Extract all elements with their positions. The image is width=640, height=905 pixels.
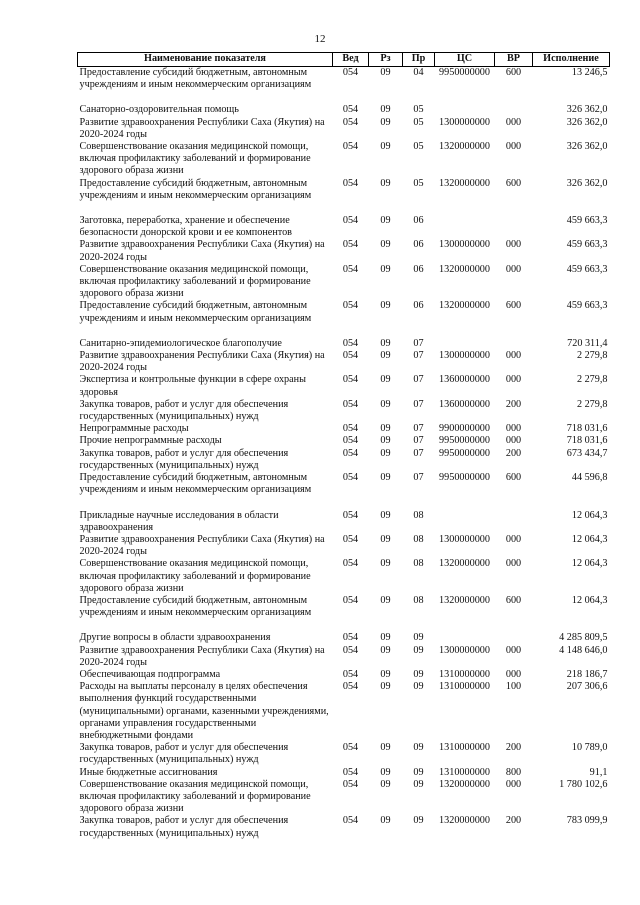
cell-cs: 1300000000	[439, 239, 490, 251]
table-row	[78, 264, 610, 301]
row-spacer	[78, 91, 610, 104]
cell-cs: 1300000000	[439, 116, 490, 128]
cell-cs: 1300000000	[439, 644, 490, 656]
cell-pr: 06	[413, 300, 424, 312]
cell-cs: 1320000000	[439, 263, 490, 275]
table-row	[78, 779, 610, 816]
cell-vr	[495, 215, 533, 239]
cell-cs: 1320000000	[439, 558, 490, 570]
cell-cs	[435, 215, 495, 239]
cell-cs: 1320000000	[439, 594, 490, 606]
cell-rz: 09	[380, 141, 391, 153]
table-row	[78, 558, 610, 595]
cell-vr: 000	[505, 644, 522, 656]
cell-rz: 09	[380, 177, 391, 189]
cell-vr: 800	[505, 766, 522, 778]
cell-pr: 07	[413, 472, 424, 484]
cell-ved: 054	[342, 533, 359, 545]
cell-pr: 07	[413, 447, 424, 459]
cell-execution: 2 279,8	[576, 398, 608, 410]
cell-pr: 08	[413, 533, 424, 545]
cell-name: Предоставление субсидий бюджетным, автономным учреждениям и иным некоммерческим организациям	[79, 594, 312, 619]
cell-execution: 91,1	[589, 766, 608, 778]
cell-cs: 1310000000	[439, 766, 490, 778]
cell-execution: 326 362,0	[566, 104, 608, 116]
table-row	[78, 104, 610, 116]
cell-cs: 1310000000	[439, 681, 490, 693]
cell-pr: 05	[413, 116, 424, 128]
cell-execution: 12 064,3	[571, 558, 608, 570]
cell-name: Развитие здравоохранения Республики Саха (Якутия) на 2020-2024 годы	[79, 644, 325, 668]
cell-cs: 1320000000	[439, 815, 490, 827]
cell-rz: 09	[380, 337, 391, 349]
cell-ved: 054	[342, 116, 359, 128]
cell-rz: 09	[380, 558, 391, 570]
spacer-cell	[78, 619, 610, 632]
cell-vr: 000	[505, 423, 522, 435]
spacer-cell	[78, 325, 610, 338]
cell-pr: 07	[413, 337, 424, 349]
cell-pr: 08	[413, 594, 424, 606]
table-row	[78, 632, 610, 644]
cell-pr: 04	[413, 67, 424, 78]
cell-rz: 09	[380, 116, 391, 128]
cell-rz: 09	[380, 778, 391, 790]
cell-name: Совершенствование оказания медицинской помощи, включая профилактику заболеваний и формирование здорового образа жизни	[79, 263, 311, 300]
table-row	[78, 239, 610, 263]
cell-pr: 07	[413, 435, 424, 447]
cell-execution: 207 306,6	[566, 681, 608, 693]
cell-vr: 000	[505, 141, 522, 153]
table-row	[78, 374, 610, 398]
cell-execution: 720 311,4	[567, 337, 608, 349]
cell-name: Совершенствование оказания медицинской помощи, включая профилактику заболеваний и формирование здорового образа жизни	[79, 558, 311, 594]
cell-pr: 05	[413, 104, 424, 116]
cell-ved: 054	[342, 67, 359, 78]
table-row	[78, 510, 610, 534]
cell-ved: 054	[342, 350, 359, 362]
cell-vr: 600	[505, 472, 522, 484]
page-number: 12	[314, 33, 326, 45]
cell-pr: 07	[413, 423, 424, 435]
cell-execution: 2 279,8	[576, 350, 608, 362]
cell-rz: 09	[380, 350, 391, 362]
row-spacer	[78, 619, 610, 632]
cell-name: Непрограммные расходы	[79, 423, 189, 435]
cell-pr: 07	[413, 350, 424, 362]
cell-name: Предоставление субсидий бюджетным, автономным учреждениям и иным некоммерческим организациям	[79, 300, 312, 324]
cell-vr: 200	[505, 815, 522, 827]
cell-pr: 09	[413, 668, 424, 680]
cell-execution: 12 064,3	[571, 533, 608, 545]
cell-ved: 054	[342, 398, 359, 410]
table-body	[78, 67, 610, 840]
cell-ved: 054	[342, 239, 359, 251]
cell-ved: 054	[342, 644, 359, 656]
table-row	[78, 534, 610, 558]
cell-vr: 600	[505, 177, 522, 189]
table-row	[78, 448, 610, 472]
cell-rz: 09	[380, 239, 391, 251]
cell-ved: 054	[342, 104, 359, 116]
cell-execution: 459 663,3	[566, 263, 608, 275]
cell-ved: 054	[342, 594, 359, 606]
cell-rz: 09	[380, 67, 391, 78]
cell-ved: 054	[342, 300, 359, 312]
cell-rz: 09	[380, 594, 391, 606]
cell-vr: 000	[505, 435, 522, 447]
cell-cs: 9950000000	[439, 435, 490, 447]
cell-rz: 09	[380, 104, 391, 116]
table-row	[78, 595, 610, 619]
cell-execution: 459 663,3	[566, 215, 608, 227]
header-vr: ВР	[495, 53, 533, 67]
cell-ved: 054	[342, 472, 359, 484]
table-row	[78, 300, 610, 324]
cell-execution: 326 362,0	[566, 116, 608, 128]
cell-vr: 600	[505, 67, 522, 78]
cell-rz: 09	[380, 263, 391, 275]
cell-pr: 06	[413, 215, 424, 227]
table-row	[78, 399, 610, 423]
header-execution: Исполнение	[533, 53, 610, 67]
cell-vr: 100	[505, 681, 522, 693]
table-row	[78, 472, 610, 496]
cell-rz: 09	[380, 632, 391, 644]
table-row	[78, 178, 610, 202]
cell-execution: 459 663,3	[566, 239, 608, 251]
cell-vr: 000	[505, 374, 522, 386]
cell-cs: 9950000000	[439, 67, 490, 78]
cell-pr: 07	[413, 398, 424, 410]
cell-rz: 09	[380, 447, 391, 459]
table-row	[78, 117, 610, 141]
cell-vr: 000	[505, 263, 522, 275]
cell-vr: 200	[505, 398, 522, 410]
spacer-cell	[78, 497, 610, 510]
cell-vr	[495, 632, 533, 644]
cell-name: Развитие здравоохранения Республики Саха (Якутия) на 2020-2024 годы	[79, 533, 325, 558]
cell-ved: 054	[342, 263, 359, 275]
table-row	[78, 338, 610, 350]
cell-execution: 13 246,5	[571, 67, 608, 78]
cell-ved: 054	[342, 423, 359, 435]
cell-vr: 000	[505, 350, 522, 362]
cell-name: Развитие здравоохранения Республики Саха (Якутия) на 2020-2024 годы	[79, 239, 325, 263]
cell-name: Иные бюджетные ассигнования	[79, 766, 218, 778]
cell-pr: 09	[413, 766, 424, 778]
cell-execution: 4 148 646,0	[559, 644, 608, 656]
cell-name: Закупка товаров, работ и услуг для обеспечения государственных (муниципальных) нужд	[79, 742, 289, 766]
cell-name: Предоставление субсидий бюджетным, автономным учреждениям и иным некоммерческим организациям	[79, 177, 312, 201]
cell-cs	[435, 104, 495, 116]
cell-name: Закупка товаров, работ и услуг для обеспечения государственных (муниципальных) нужд	[79, 815, 289, 839]
cell-pr: 09	[413, 815, 424, 827]
cell-ved: 054	[342, 742, 359, 754]
cell-name: Прикладные научные исследования в области здравоохранения	[79, 509, 279, 533]
cell-rz: 09	[380, 681, 391, 693]
cell-pr: 09	[413, 681, 424, 693]
cell-cs: 9900000000	[439, 423, 490, 435]
cell-vr: 000	[505, 558, 522, 570]
cell-pr: 08	[413, 558, 424, 570]
cell-ved: 054	[342, 374, 359, 386]
table-row	[78, 767, 610, 779]
cell-cs	[435, 510, 495, 534]
cell-vr	[495, 338, 533, 350]
cell-ved: 054	[342, 681, 359, 693]
cell-name: Заготовка, переработка, хранение и обеспечение безопасности донорской крови и ее компонентов	[79, 215, 292, 239]
cell-rz: 09	[380, 215, 391, 227]
cell-pr: 09	[413, 644, 424, 656]
cell-cs	[435, 338, 495, 350]
cell-name: Экспертиза и контрольные функции в сфере охраны здоровья	[79, 374, 306, 398]
cell-vr: 000	[505, 116, 522, 128]
cell-pr: 08	[413, 509, 424, 521]
cell-cs: 1310000000	[439, 668, 490, 680]
cell-rz: 09	[380, 668, 391, 680]
cell-cs: 1300000000	[439, 533, 490, 545]
cell-execution: 12 064,3	[571, 594, 608, 606]
cell-ved: 054	[342, 509, 359, 521]
cell-vr: 200	[505, 742, 522, 754]
cell-name: Развитие здравоохранения Республики Саха (Якутия) на 2020-2024 годы	[79, 116, 325, 140]
table-row	[78, 423, 610, 435]
header-name: Наименование показателя	[78, 53, 333, 67]
spacer-cell	[78, 202, 610, 215]
table-row	[78, 350, 610, 374]
cell-vr: 000	[505, 778, 522, 790]
cell-ved: 054	[342, 447, 359, 459]
cell-rz: 09	[380, 644, 391, 656]
cell-ved: 054	[342, 435, 359, 447]
cell-name: Санаторно-оздоровительная помощь	[79, 104, 239, 116]
cell-vr: 600	[505, 300, 522, 312]
cell-execution: 718 031,6	[566, 435, 608, 447]
table-row	[78, 815, 610, 839]
cell-name: Санитарно-эпидемиологическое благополучие	[79, 337, 282, 349]
cell-vr: 000	[505, 668, 522, 680]
cell-ved: 054	[342, 632, 359, 644]
cell-cs: 9950000000	[439, 472, 490, 484]
cell-execution: 673 434,7	[566, 447, 608, 459]
table-row	[78, 215, 610, 239]
cell-rz: 09	[380, 766, 391, 778]
table-row	[78, 669, 610, 681]
table-row	[78, 435, 610, 447]
row-spacer	[78, 202, 610, 215]
cell-execution: 2 279,8	[576, 374, 608, 386]
cell-vr: 000	[505, 533, 522, 545]
header-pr: Пр	[403, 53, 435, 67]
cell-name: Закупка товаров, работ и услуг для обеспечения государственных (муниципальных) нужд	[79, 447, 289, 471]
spacer-cell	[78, 91, 610, 104]
cell-ved: 054	[342, 141, 359, 153]
cell-name: Совершенствование оказания медицинской помощи, включая профилактику заболеваний и формирование здорового образа жизни	[79, 778, 311, 815]
cell-execution: 10 789,0	[571, 742, 608, 754]
cell-cs: 9950000000	[439, 447, 490, 459]
cell-execution: 718 031,6	[566, 423, 608, 435]
table-header	[78, 53, 610, 67]
cell-rz: 09	[380, 398, 391, 410]
cell-rz: 09	[380, 423, 391, 435]
cell-vr: 600	[505, 594, 522, 606]
cell-ved: 054	[342, 668, 359, 680]
cell-cs: 1320000000	[439, 778, 490, 790]
header-cs: ЦС	[435, 53, 495, 67]
cell-vr: 200	[505, 447, 522, 459]
cell-cs: 1360000000	[439, 398, 490, 410]
table-row	[78, 645, 610, 669]
cell-execution: 326 362,0	[566, 141, 608, 153]
row-spacer	[78, 325, 610, 338]
cell-pr: 06	[413, 239, 424, 251]
cell-ved: 054	[342, 337, 359, 349]
cell-ved: 054	[342, 558, 359, 570]
cell-execution: 783 099,9	[566, 815, 608, 827]
cell-ved: 054	[342, 778, 359, 790]
cell-name: Развитие здравоохранения Республики Саха (Якутия) на 2020-2024 годы	[79, 350, 325, 374]
cell-pr: 05	[413, 177, 424, 189]
cell-vr	[495, 510, 533, 534]
cell-name: Предоставление субсидий бюджетным, автономным учреждениям и иным некоммерческим организациям	[79, 67, 312, 91]
cell-rz: 09	[380, 374, 391, 386]
cell-cs: 1320000000	[439, 300, 490, 312]
cell-name: Расходы на выплаты персоналу в целях обеспечения выполнения функций государственными (муниципальными) органами, казенными учреждениями, органами управления государственными внебюджетными фондами	[79, 681, 329, 741]
cell-rz: 09	[380, 300, 391, 312]
cell-execution: 459 663,3	[566, 300, 608, 312]
cell-execution: 44 596,8	[571, 472, 608, 484]
cell-pr: 07	[413, 374, 424, 386]
cell-pr: 09	[413, 742, 424, 754]
cell-cs: 1320000000	[439, 177, 490, 189]
cell-vr: 000	[505, 239, 522, 251]
cell-cs: 1320000000	[439, 141, 490, 153]
cell-cs: 1360000000	[439, 374, 490, 386]
header-rz: Рз	[369, 53, 403, 67]
cell-execution: 218 186,7	[566, 668, 608, 680]
table-row	[78, 141, 610, 178]
cell-execution: 1 780 102,6	[559, 778, 608, 790]
cell-pr: 05	[413, 141, 424, 153]
cell-name: Предоставление субсидий бюджетным, автономным учреждениям и иным некоммерческим организациям	[79, 472, 312, 496]
cell-rz: 09	[380, 742, 391, 754]
cell-name: Обеспечивающая подпрограмма	[79, 668, 221, 680]
row-spacer	[78, 497, 610, 510]
cell-rz: 09	[380, 472, 391, 484]
table-row	[78, 742, 610, 766]
cell-pr: 09	[413, 778, 424, 790]
cell-name: Закупка товаров, работ и услуг для обеспечения государственных (муниципальных) нужд	[79, 398, 289, 423]
cell-execution: 12 064,3	[571, 509, 608, 521]
cell-rz: 09	[380, 815, 391, 827]
cell-cs	[435, 632, 495, 644]
cell-pr: 09	[413, 632, 424, 644]
cell-ved: 054	[342, 815, 359, 827]
cell-execution: 326 362,0	[566, 177, 608, 189]
cell-rz: 09	[380, 509, 391, 521]
cell-rz: 09	[380, 435, 391, 447]
cell-name: Прочие непрограммные расходы	[79, 435, 222, 447]
cell-vr	[495, 104, 533, 116]
cell-ved: 054	[342, 177, 359, 189]
budget-table	[77, 52, 610, 840]
cell-pr: 06	[413, 263, 424, 275]
table-row	[78, 681, 610, 742]
cell-ved: 054	[342, 766, 359, 778]
table-row	[78, 67, 610, 92]
header-ved: Вед	[333, 53, 369, 67]
cell-rz: 09	[380, 533, 391, 545]
cell-name: Другие вопросы в области здравоохранения	[79, 632, 271, 644]
cell-cs: 1310000000	[439, 742, 490, 754]
cell-name: Совершенствование оказания медицинской помощи, включая профилактику заболеваний и формирование здорового образа жизни	[79, 141, 311, 177]
cell-execution: 4 285 809,5	[559, 632, 608, 644]
cell-cs: 1300000000	[439, 350, 490, 362]
cell-ved: 054	[342, 215, 359, 227]
